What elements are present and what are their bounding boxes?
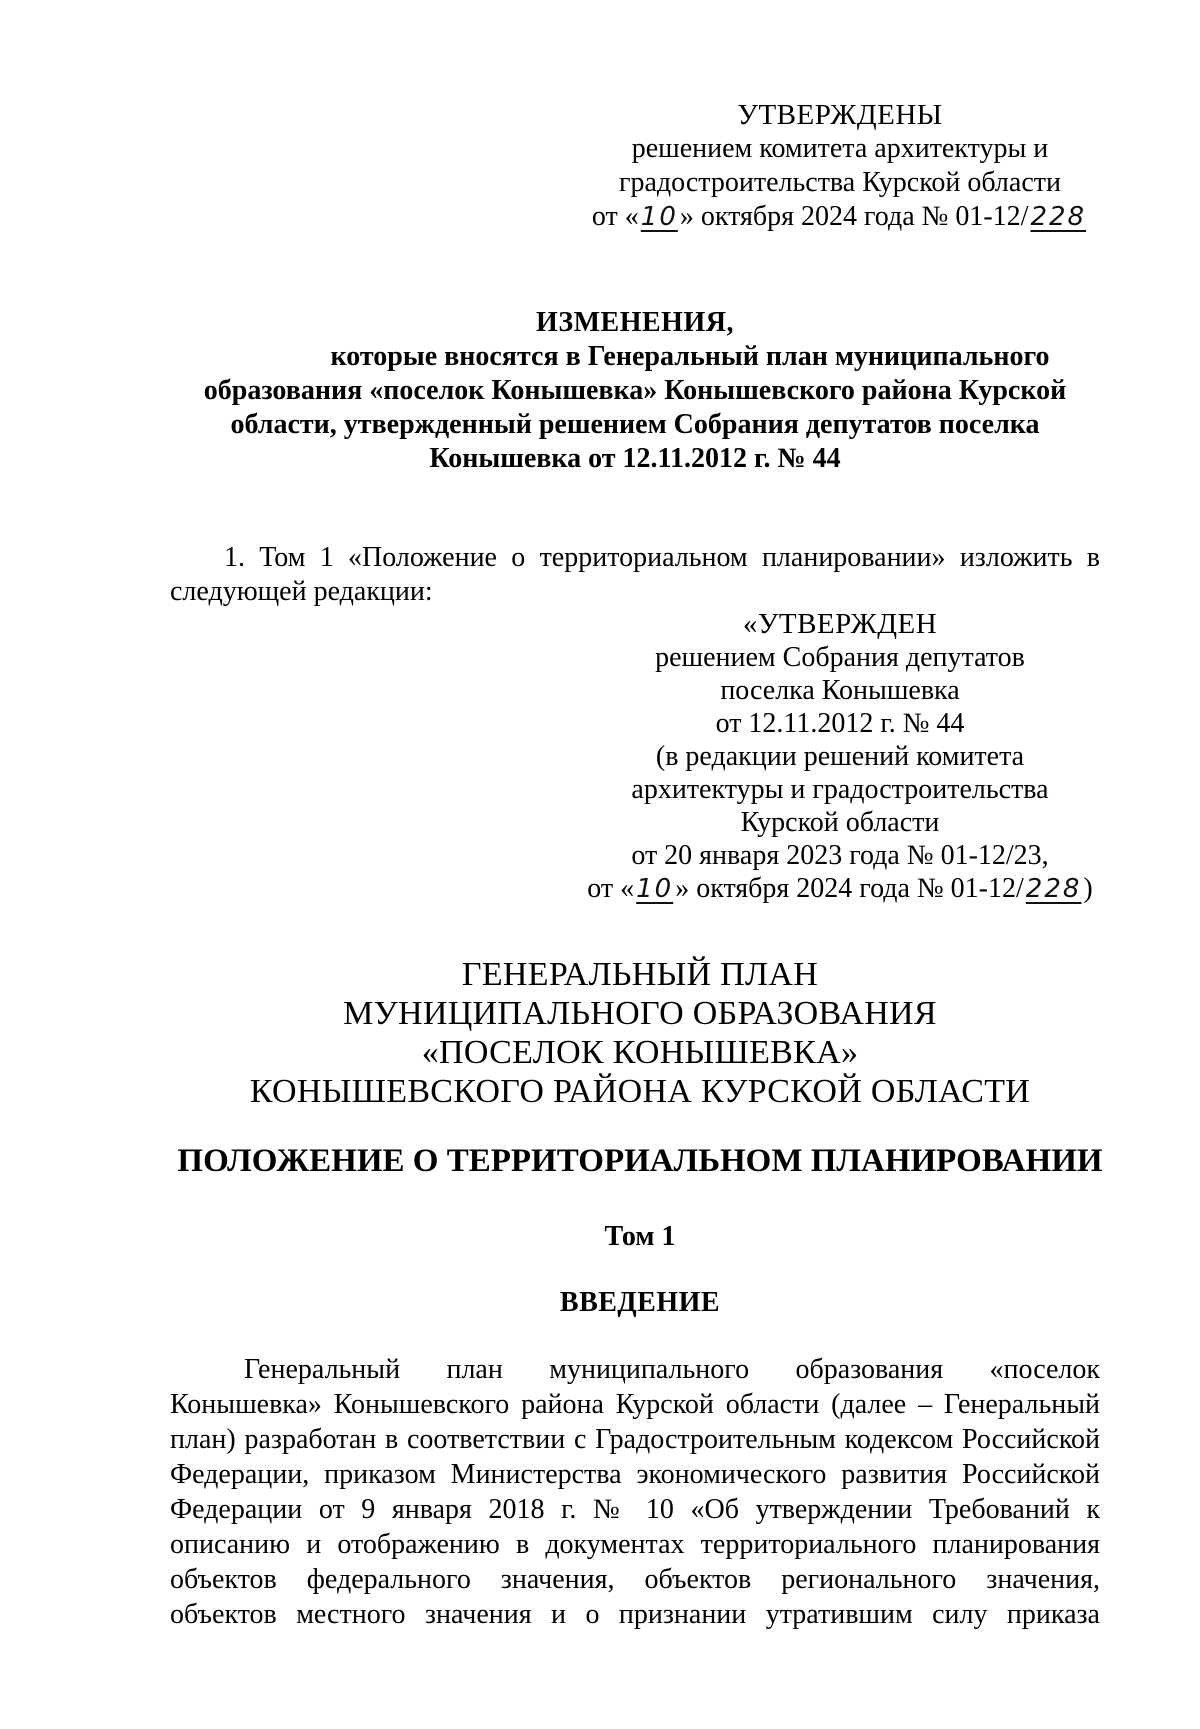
title-line: «ПОСЕЛОК КОНЫШЕВКА» [421,1034,859,1071]
approval-block-top [560,98,1120,234]
approval-date-line [560,872,1120,906]
approval-block-second [560,608,1120,906]
changes-line: которые вносятся в Генеральный план муниципального [330,341,1050,372]
intro-body [170,1352,1100,1632]
approval-line: решением Собрания депутатов [655,642,1025,673]
approval-line: от 20 января 2023 года № 01-12/23, [631,840,1049,871]
date-prefix: от « [587,873,635,904]
approval-line: решением комитета архитектуры и [631,133,1049,164]
section-heading: ВВЕДЕНИЕ [559,1287,721,1318]
paragraph-line: 1. Том 1 «Положение о территориальном планировании» изложить в [224,542,1100,573]
body-line: Федерации, приказом Министерства экономического развития Российской [170,1459,1100,1490]
approval-line: поселка Конышевка [720,675,960,706]
approval-title: УТВЕРЖДЕНЫ [737,99,943,131]
general-plan-title [160,955,1120,1111]
approval-title: «УТВЕРЖДЕН [742,608,938,640]
changes-line: образования «поселок Конышевка» Конышевского района Курской [203,375,1067,406]
paragraph-line: следующей редакции: [170,576,433,607]
approval-line: (в редакции решений комитета [655,741,1025,772]
body-line: описанию и отображению в документах территориального планирования [170,1529,1100,1560]
handwritten-day: 10 [640,202,678,232]
changes-line: области, утвержденный решением Собрания депутатов поселка [230,409,1040,440]
body-line: объектов местного значения и о признании утратившим силу приказа [170,1599,1100,1630]
approval-line: архитектуры и градостроительства [631,774,1049,805]
title-line: ГЕНЕРАЛЬНЫЙ ПЛАН [461,956,819,993]
body-line: Генеральный план муниципального образования «поселок [244,1354,1100,1385]
date-middle: » октября 2024 года № 01-12/ [675,873,1024,904]
approval-date-line [560,200,1120,234]
volume-label: Том 1 [604,1221,676,1252]
handwritten-number: 228 [1025,874,1082,904]
body-line: план) разработан в соответствии с Градостроительным кодексом Российской [170,1424,1100,1455]
changes-title: ИЗМЕНЕНИЯ, [536,307,734,338]
approval-line: градостроительства Курской области [619,167,1061,198]
body-line: Конышевка» Конышевского района Курской области (далее – Генеральный [170,1389,1100,1420]
body-line: Федерации от 9 января 2018 г. № 10 «Об утверждении Требований к [170,1494,1100,1525]
handwritten-number: 228 [1030,202,1087,232]
approval-line: Курской области [740,807,940,838]
document-subtitle: ПОЛОЖЕНИЕ О ТЕРРИТОРИАЛЬНОМ ПЛАНИРОВАНИИ [177,1143,1103,1179]
date-suffix: ) [1083,873,1093,904]
date-middle: » октября 2024 года № 01-12/ [679,201,1029,232]
changes-heading [170,306,1100,476]
paragraph-1 [170,541,1100,609]
changes-line: Конышевка от 12.11.2012 г. № 44 [429,443,841,474]
title-line: КОНЫШЕВСКОГО РАЙОНА КУРСКОЙ ОБЛАСТИ [249,1073,1031,1110]
body-line: объектов федерального значения, объектов регионального значения, [170,1564,1100,1595]
approval-line: от 12.11.2012 г. № 44 [715,708,965,739]
date-prefix: от « [591,201,639,232]
title-line: МУНИЦИПАЛЬНОГО ОБРАЗОВАНИЯ [343,995,937,1032]
handwritten-day: 10 [636,874,674,904]
